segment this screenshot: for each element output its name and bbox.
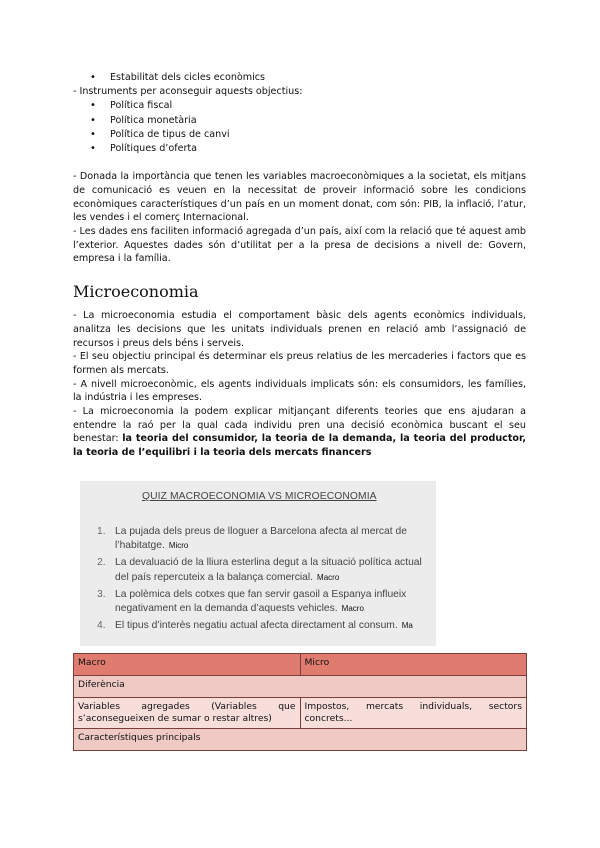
cell-macro-diff: Variables agregades (Variables que s’aconsegueixen de sumar o restar altres) xyxy=(74,698,301,729)
list-item: • Política monetària xyxy=(73,114,526,128)
header-cell-macro: Macro xyxy=(74,654,301,676)
quiz-item-number: 4. xyxy=(97,620,106,632)
cell-micro-diff: Impostos, mercats individuals, sectors concrets... xyxy=(300,698,527,729)
quiz-item-answer: Ma xyxy=(401,621,413,631)
section-cell-caracteristiques: Característiques principals xyxy=(74,729,527,751)
quiz-item xyxy=(97,619,427,633)
quiz-list xyxy=(97,525,427,636)
quiz-item-text: El tipus d’interès negatiu actual afecta directament al consum. xyxy=(115,620,398,632)
bullet-list-top xyxy=(73,71,526,85)
list-item: • Estabilitat dels cicles econòmics xyxy=(73,71,526,85)
section-cell-diferencia: Diferència xyxy=(74,676,527,698)
instruments-label: - Instruments per aconseguir aquests objectius: xyxy=(73,86,303,98)
theories-bold-text: la teoria del consumidor, la teoria de la demanda, la teoria del productor, la teoria de l’equilibri i la teoria dels mercats financers xyxy=(73,433,526,459)
quiz-item-answer: Macro xyxy=(341,604,364,614)
micro-paragraph: - A nivell microeconòmic, els agents individuals implicats són: els consumidors, les famílies, la indústria i les empreses. xyxy=(73,378,526,404)
quiz-item-number: 2. xyxy=(97,557,106,569)
quiz-item-text: La polèmica dels cotxes que fan servir gasoil a Espanya influeix negativament en la demanda d’aquests vehicles. xyxy=(115,588,407,615)
quiz-item xyxy=(97,525,427,553)
quiz-item-answer: Macro xyxy=(317,572,340,582)
macro-paragraph: - Les dades ens faciliten informació agregada d’un país, així com la relació que té aquest amb l’exterior. Aquestes dades són d’utilitat per a la presa de decisions a nivell de: Govern, empresa i la família. xyxy=(73,226,526,265)
table-row xyxy=(74,698,527,729)
table-section-row xyxy=(74,676,527,698)
quiz-item-number: 1. xyxy=(97,526,106,537)
instruments-list xyxy=(73,99,526,156)
theories-intro-text: - La microeconomia la podem explicar mitjançant diferents teories que ens ajudaran a entendre la raó per la qual cada individu pren una decisió econòmica buscant el seu benestar: xyxy=(73,406,526,445)
document-body xyxy=(73,71,526,460)
quiz-image xyxy=(80,481,436,646)
quiz-item-text: La pujada dels preus de lloguer a Barcelona afecta al mercat de l’habitatge. xyxy=(115,526,407,552)
list-item: • Política de tipus de canvi xyxy=(73,128,526,142)
comparison-table xyxy=(73,653,527,751)
quiz-item xyxy=(97,588,427,616)
quiz-title: QUIZ MACROECONOMIA VS MICROECONOMIA xyxy=(142,491,377,502)
list-item: • Polítiques d’oferta xyxy=(73,142,526,156)
quiz-item-answer: Micro xyxy=(168,541,189,551)
quiz-item-number: 3. xyxy=(97,588,106,600)
list-item: • Política fiscal xyxy=(73,99,526,113)
section-heading-microeconomia: Microeconomia xyxy=(73,282,199,302)
quiz-item xyxy=(97,556,427,584)
table-section-row xyxy=(74,729,527,751)
micro-paragraph: - El seu objectiu principal és determinar els preus relatius de les mercaderies i factors que es formen als mercats. xyxy=(73,351,526,376)
table-header-row xyxy=(74,654,527,676)
micro-paragraph-theories xyxy=(73,405,526,460)
quiz-item-text: La devaluació de la lliura esterlina degut a la situació política actual del país repercuteix a la balança comercial. xyxy=(115,557,422,583)
macro-paragraph: - Donada la importància que tenen les variables macroeconòmiques a la societat, els mitjans de comunicació es veuen en la necessitat de proveir informació sobre les condicions econòmiques característiques d’un país en un moment donat, com són: PIB, la inflació, l’atur, les vendes i el comerç Internacional. xyxy=(73,171,526,224)
header-cell-micro: Micro xyxy=(300,654,527,676)
micro-paragraph: - La microeconomia estudia el comportament bàsic dels agents econòmics individuals, analitza les decisions que les unitats individuals prenen en relació amb l’assignació de recursos i preus dels béns i serveis. xyxy=(73,310,526,349)
